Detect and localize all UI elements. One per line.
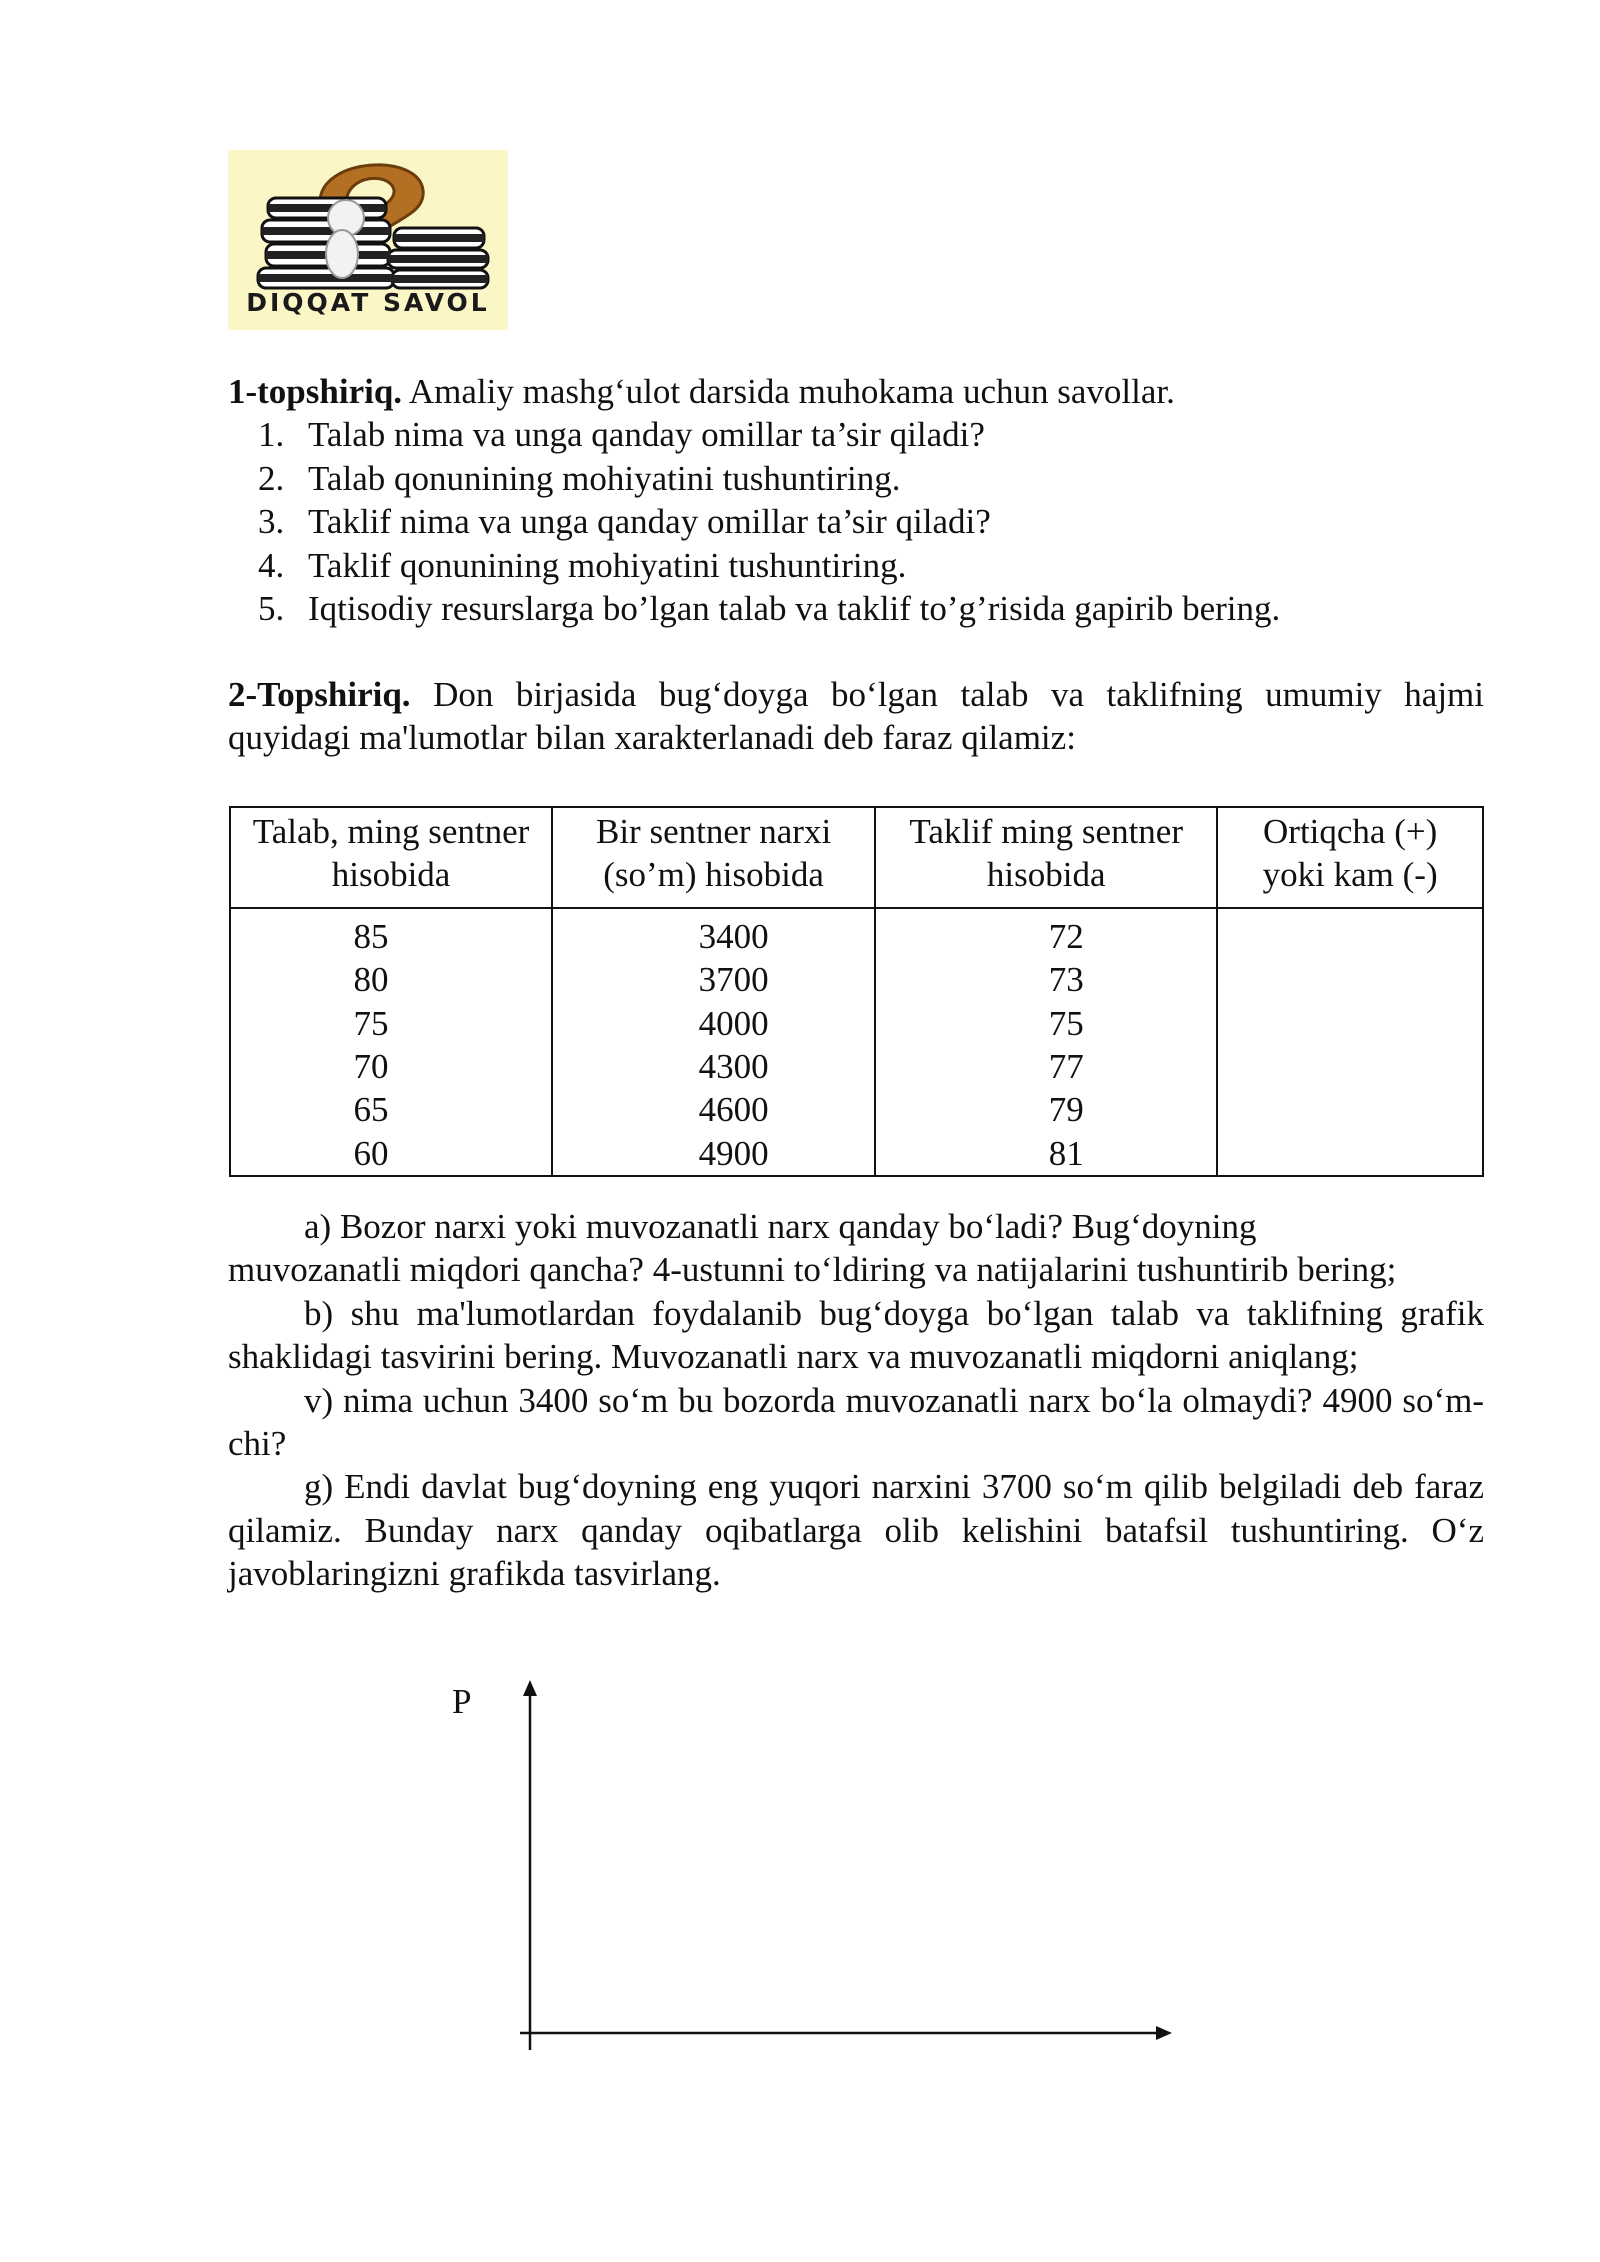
item-number: 1. (258, 415, 285, 455)
table-row (230, 1045, 1483, 1088)
table-cell: 4000 (552, 1002, 875, 1045)
item-text: Talab nima va unga qanday omillar ta’sir qiladi? (308, 415, 985, 455)
books-question-icon (228, 150, 508, 290)
table-cell: 85 (230, 908, 552, 958)
column-header-supply (875, 807, 1217, 908)
task2-intro-paragraph (228, 673, 1484, 760)
table-cell: 60 (230, 1132, 552, 1176)
item-number: 5. (258, 589, 285, 629)
data-table (229, 806, 1484, 1177)
table-cell: 80 (230, 958, 552, 1001)
table-cell: 75 (230, 1002, 552, 1045)
table-cell: 3400 (552, 908, 875, 958)
table-row (230, 908, 1483, 958)
table-cell (1217, 908, 1483, 958)
item-text: Talab qonunining mohiyatini tushuntiring. (308, 458, 901, 498)
item-number: 4. (258, 545, 285, 585)
question-a-line2: muvozanatli miqdori qancha? 4-ustunni to‘ldiring va natijalarini tushuntirib bering; (228, 1250, 1397, 1290)
table-row (230, 1002, 1483, 1045)
list-item (228, 500, 1484, 543)
logo-text: DIQQAT SAVOL (246, 288, 490, 317)
header-line: Ortiqcha (+) (1263, 812, 1438, 851)
list-item (228, 544, 1484, 587)
table-cell: 72 (875, 908, 1217, 958)
table-cell: 75 (875, 1002, 1217, 1045)
task1-section (228, 370, 1484, 630)
task2-questions (228, 1205, 1484, 1596)
list-item (228, 587, 1484, 630)
header-line: Bir sentner narxi (595, 812, 832, 851)
item-number: 3. (258, 502, 285, 542)
column-header-price (552, 807, 875, 908)
task1-heading (228, 370, 1484, 413)
table-row (230, 1088, 1483, 1131)
question-a-line1: a) Bozor narxi yoki muvozanatli narx qanday bo‘ladi? Bug‘doyning (304, 1207, 1257, 1246)
task2-intro: Don birjasida bug‘doyga bo‘lgan talab va taklifning umumiy hajmi quyidagi ma'lumotlar bilan xarakterlanadi deb faraz qilamiz: (228, 675, 1485, 758)
table-row (230, 1132, 1483, 1176)
item-number: 2. (258, 458, 285, 498)
table-cell: 4600 (552, 1088, 875, 1131)
table-cell: 3700 (552, 958, 875, 1001)
table-cell (1217, 958, 1483, 1001)
task1-question-list (228, 413, 1484, 630)
header-line: yoki kam (-) (1262, 855, 1438, 895)
header-line: (so’m) hisobida (603, 855, 824, 895)
table-cell: 65 (230, 1088, 552, 1131)
question-b: b) shu ma'lumotlardan foydalanib bug‘doyga bo‘lgan talab va taklifning grafik shaklidagi tasvirini bering. Muvozanatli narx va muvozanatli miqdorni aniqlang; (228, 1293, 1484, 1377)
table-cell: 4300 (552, 1045, 875, 1088)
graph-axes (440, 1680, 1180, 2060)
task1-intro: Amaliy mashg‘ulot darsida muhokama uchun savollar. (408, 372, 1175, 411)
table-cell: 70 (230, 1045, 552, 1088)
table-cell (1217, 1088, 1483, 1131)
task2-title: 2-Topshiriq. (228, 675, 411, 714)
table-cell (1217, 1002, 1483, 1045)
item-text: Taklif nima va unga qanday omillar ta’sir qiladi? (308, 502, 991, 542)
item-text: Iqtisodiy resurslarga bo’lgan talab va taklif to’g’risida gapirib bering. (308, 589, 1281, 629)
task1-title: 1-topshiriq. (228, 372, 403, 411)
x-axis-arrow-icon (1156, 2026, 1172, 2040)
table-cell: 73 (875, 958, 1217, 1001)
header-line: hisobida (331, 855, 451, 895)
column-header-surplus (1217, 807, 1483, 908)
table-cell: 79 (875, 1088, 1217, 1131)
y-axis-label: P (452, 1682, 472, 1721)
list-item (228, 413, 1484, 456)
column-header-demand (230, 807, 552, 908)
table-cell (1217, 1132, 1483, 1176)
table-cell: 4900 (552, 1132, 875, 1176)
table-cell: 81 (875, 1132, 1217, 1176)
question-g: g) Endi davlat bug‘doyning eng yuqori narxini 3700 so‘m qilib belgiladi deb faraz qilamiz. Bunday narx qanday oqibatlarga olib kelishini batafsil tushuntiring. O‘z javoblaringizni grafikda tasvirlang. (228, 1467, 1484, 1594)
header-line: Taklif ming sentner (909, 812, 1183, 851)
diqqat-savol-logo (228, 150, 508, 330)
list-item (228, 457, 1484, 500)
table-cell (1217, 1045, 1483, 1088)
table-cell: 77 (875, 1045, 1217, 1088)
header-line: Talab, ming sentner (252, 812, 530, 851)
y-axis-arrow-icon (523, 1680, 537, 1696)
item-text: Taklif qonunining mohiyatini tushuntiring. (308, 545, 907, 585)
question-v: v) nima uchun 3400 so‘m bu bozorda muvozanatli narx bo‘la olmaydi? 4900 so‘m-chi? (228, 1380, 1484, 1464)
table-row (230, 958, 1483, 1001)
table-header-row (230, 807, 1483, 908)
header-line: hisobida (986, 855, 1106, 895)
